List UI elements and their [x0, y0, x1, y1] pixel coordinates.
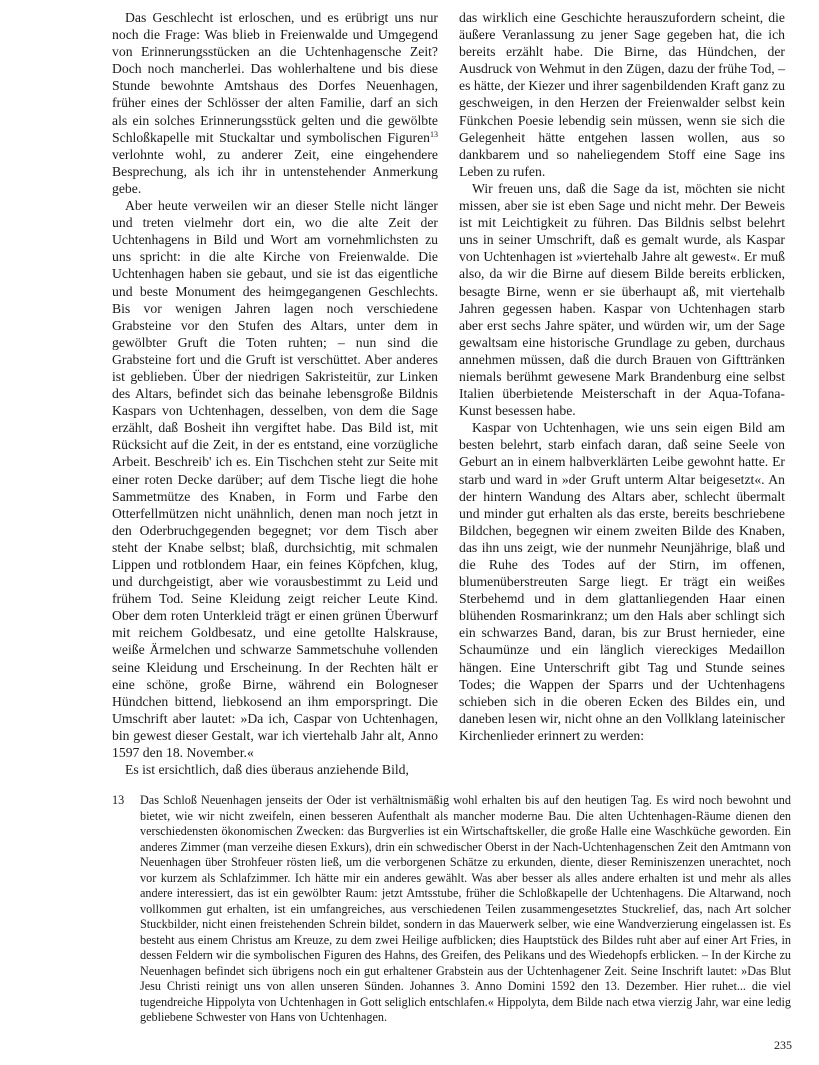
paragraph-text: verlohnte wohl, zu anderer Zeit, eine eingehendere Besprechung, als ich ihr in untenstehender Anmerkung gebe.: [112, 146, 438, 196]
paragraph: Aber heute verweilen wir an dieser Stelle nicht länger und treten vielmehr dort ein, wo die alte Zeit der Uchtenhagens in Bild und Wort am vornehmlichsten zu uns spricht: in die alte Kirche von Freienwalde. Die Uchtenhagen haben sie gebaut, und sie ist das eigentliche und beste Monument des heimgegangenen Geschlechts. Bis vor wenigen Jahren lagen noch verschiedene Grabsteine vor den Stufen des Altars, unter dem in gewölbter Gruft die Toten ruhten; – nun sind die Grabsteine fort und die Gruft ist verschüttet. Aber anderes ist geblieben. Über der niedrigen Sakristeitür, zur Linken des Altars, befindet sich das beinahe lebensgroße Bildnis Kaspars von Uchtenhagen, desselben, von dem die Sage erzählt, daß Bosheit ihn vergiftet habe. Das Bild ist, mit Rücksicht auf die Zeit, in der es entstand, eine vorzügliche Arbeit. Beschreib' ich es. Ein Tischchen steht zur Seite mit einer roten Decke darüber; auf dem Tische liegt die hohe Sammetmütze des Knaben, in Form und Farbe den Otterfellmützen nicht unähnlich, denen man noch jetzt in den Oderbruchgegenden begegnet; vor dem Tisch aber steht der Knabe selbst; blaß, durchsichtig, mit schmalen Lippen und rotblondem Haar, ein feines Köpfchen, klug, und durchgeistigt, aber wie vorausbestimmt zu Leid und frühem Tod. Seine Kleidung zeigt reicher Leute Kind. Ober dem roten Unterkleid trägt er einen grünen Überwurf mit reichem Goldbesatz, und eine getollte Halskrause, weiße Ärmelchen und schwarze Sammetschuhe vollenden seine Kleidung und Erscheinung. In der Rechten hält er eine schöne, große Birne, während ein Bologneser Hündchen bittend, liebkosend an ihm emporspringt. Die Umschrift aber lautet: »Da ich, Caspar von Uchtenhagen, bin gewest dieser Gestalt, war ich viertehalb Jahr alt, Anno 1597 den 18. November.«: [112, 198, 438, 761]
page-number: 235: [774, 1038, 792, 1052]
left-text-column: [112, 9, 438, 778]
paragraph: Kaspar von Uchtenhagen, wie uns sein eigen Bild am besten belehrt, starb einfach daran, daß seine Seele von Geburt an in einem halbverklärten Leibe gewohnt hatte. Er starb und ward in »der Gruft unterm Altar beigesetzt«. An der hintern Wandung des Altars aber, schlecht übermalt und minder gut erhalten als das erste, bereits beschriebene Bildchen, begegnen wir einem zweiten Bilde des Knaben, das ihn uns zeigt, wie der nunmehr Neunjährige, blaß und die Ruhe des Todes auf der Stirn, im offenen, blumenüberstreuten Sarge liegt. Er trägt ein weißes Sterbehemd und in dem glattanliegenden Haar einen blühenden Rosmarinkranz; um den Hals aber schlingt sich ein schwarzes Band, daran, bis zur Brust hernieder, eine Schaumünze und ein länglich viereckiges Medaillon hängen. Eine Unterschrift gibt Tag und Stunde seines Todes; die Wappen der Sparrs und der Uchtenhagens schieben sich in die oberen Ecken des Bildes ein, und daneben lesen wir, nicht ohne an den Vollklang lateinischer Kirchenlieder erinnert zu werden:: [459, 420, 785, 743]
paragraph: [112, 9, 438, 197]
footnote-reference[interactable]: 13: [430, 129, 438, 139]
paragraph-text: Das Geschlecht ist erloschen, und es erübrigt uns nur noch die Frage: Was blieb in Freienwalde und Umgegend von Erinnerungsstücken an die Uchtenhagensche Zeit? Doch noch mancherlei. Das wohlerhaltene und bis diese Stunde bewohnte Amtshaus des Dorfes Neuenhagen, früher eines der Schlösser der alten Familie, darf an sich als ein solches Erinnerungsstück gelten und die gewölbte Schloßkapelle mit Stuckaltar und symbolischen Figuren: [112, 10, 438, 145]
footnote-number: 13: [112, 793, 125, 807]
paragraph: das wirklich eine Geschichte herauszufordern scheint, die äußere Veranlassung zu jener Sage gegeben hat, die ich bereits erzählt habe. Die Birne, das Hündchen, der Ausdruck von Wehmut in den Zügen, dazu der frühe Tod, – es hätte, der Kiezer und ihrer sagenbildenden Kraft ganz zu geschweigen, in den Herzen der Freienwalder selbst kein Fünkchen Poesie lebendig sein müssen, wenn sie sich die Gelegenheit hätte entgehen lassen wollen, aus so dankbarem und so naheliegendem Stoff eine Sage ins Leben zu rufen.: [459, 10, 785, 179]
footnote: [112, 793, 791, 1026]
paragraph: Wir freuen uns, daß die Sage da ist, möchten sie nicht missen, aber sie ist eben Sage und nicht mehr. Der Beweis ist mit Leichtigkeit zu führen. Das Bildnis selbst belehrt uns in seiner Umschrift, daß es gemalt wurde, als Kaspar von Uchtenhagen ist »viertehalb Jahre alt gewest«. Er muß also, da wir die Birne auf diesem Bilde bereits erblicken, besagte Birne, wenn er sie überhaupt aß, mit viertehalb Jahren gegessen haben. Kaspar von Uchtenhagen starb aber erst sechs Jahre später, und würden wir, um der Sage gewaltsam eine historische Grundlage zu geben, durchaus annehmen müssen, daß die durch Brauen von Gifttränken niemals berühmt gewesene Mark Brandenburg eine selbst Italien überbietende Meisterschaft in der Aqua-Tofana-Kunst besessen habe.: [459, 180, 785, 419]
paragraph: Es ist ersichtlich, daß dies überaus anziehende Bild,: [125, 762, 409, 778]
right-text-column: [459, 9, 785, 744]
footnote-text: Das Schloß Neuenhagen jenseits der Oder ist verhältnismäßig wohl erhalten bis auf den heutigen Tag. Es wird noch bewohnt und bietet, wie wir nicht zweifeln, einen besseren Aufenthalt als mancher moderne Bau. Die alten Uchtenhagen-Räume dienen den verschiedensten ökonomischen Zwecken: das Burgverlies ist ein Wirtschaftskeller, die große Halle eine Waschküche geworden. Ein anderes Zimmer (man verzeihe diesen Exkurs), drin ein schwedischer Oberst in der Nach-Uchtenhagenschen Zeit den Amtmann von Neuenhagen über Strohfeuer rösten ließ, um die verborgenen Schätze zu erkunden, diente, dieser Reminiszenzen unerachtet, noch vor kurzem als Schlafzimmer. Ich hätte mir ein anderes gewählt. Was aber besser als alles andere erhalten ist und mehr als alles andere interessiert, das ist ein gewölbter Raum: jetzt Amtsstube, früher die Schloßkapelle der Uchtenhagens. Die Altarwand, noch vollkommen gut erhalten, ist ein umfangreiches, aus verschiedenen Teilen zusammengesetztes Stuckrelief, das, nach Art solcher Stuckbilder, nicht einen freistehenden Schrein bildet, sondern in das Mauerwerk selber, wie eine Wandverzierung eingelassen ist. Es besteht aus einem Christus am Kreuze, zu dem zwei Heilige aufblicken; dies Hauptstück des Bildes ruht aber auf einer Art Fries, in dessen Feldern wir die symbolischen Figuren des Hahns, des Greifen, des Pelikans und des Wiedehopfs erblicken. – In der Kirche zu Neuenhagen befindet sich übrigens noch ein gut erhaltener Grabstein aus der Uchtenhagener Zeit. Seine Inschrift lautet: »Das Blut Jesu Christi reinigt uns von allen unseren Sünden. Johannes 3. Anno Domini 1592 den 13. Dezember. Hier ruhet... die viel tugendreiche Hippolyta von Uchtenhagen in Gott seliglich entschlafen.« Hippolyta, dem Bilde nach etwa vierzig Jahr, war eine ledig gebliebene Schwester von Hans von Uchtenhagen.: [140, 793, 791, 1024]
